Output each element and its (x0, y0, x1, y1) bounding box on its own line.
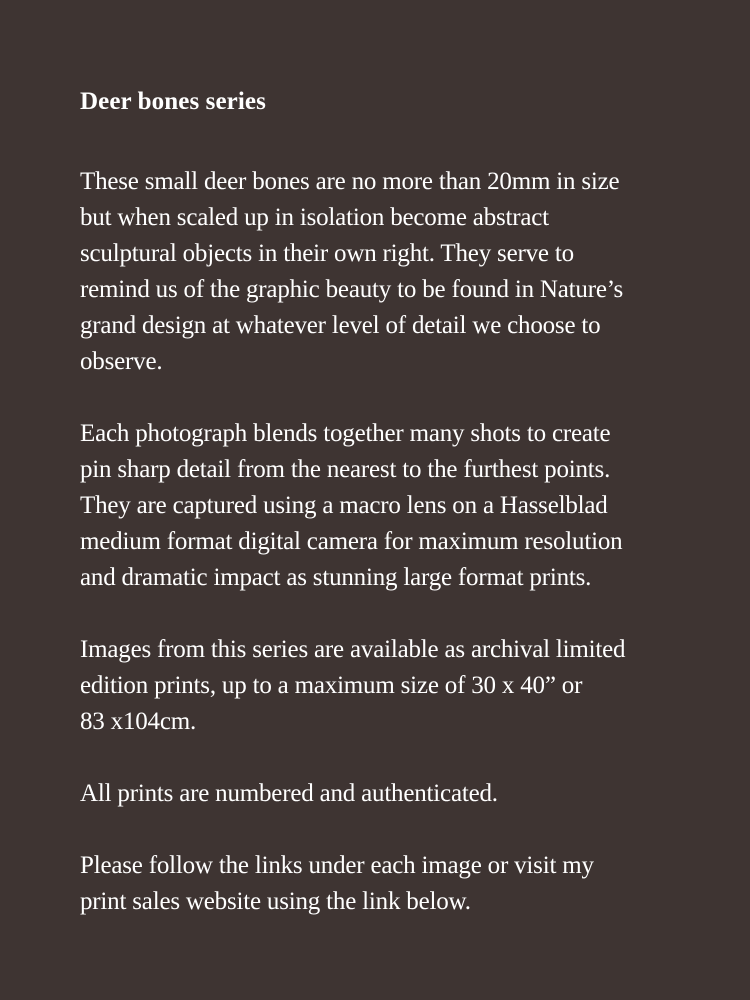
paragraph-line: sculptural objects in their own right. They serve to (80, 240, 574, 267)
paragraph-line: remind us of the graphic beauty to be found in Nature’s (80, 276, 624, 303)
paragraph-line: grand design at whatever level of detail we choose to (80, 312, 601, 339)
paragraph-authentication (80, 776, 680, 812)
paragraph-availability (80, 632, 680, 740)
paragraph-line: Each photograph blends together many shots to create (80, 420, 611, 447)
page-title: Deer bones series (80, 88, 266, 115)
paragraph-line: All prints are numbered and authenticated. (80, 780, 498, 807)
paragraph-line: medium format digital camera for maximum resolution (80, 528, 623, 555)
paragraph-line: pin sharp detail from the nearest to the furthest points. (80, 456, 611, 483)
paragraph-line: print sales website using the link below. (80, 888, 471, 915)
paragraph-line: observe. (80, 348, 163, 375)
paragraph-line: These small deer bones are no more than 20mm in size (80, 168, 620, 195)
paragraph-line: Please follow the links under each image or visit my (80, 852, 594, 879)
paragraph-links (80, 848, 680, 920)
paragraph-line: and dramatic impact as stunning large format prints. (80, 564, 592, 591)
paragraph-line: 83 x104cm. (80, 708, 197, 735)
paragraph-line: edition prints, up to a maximum size of 30 x 40” or (80, 672, 583, 699)
paragraph-line: They are captured using a macro lens on a Hasselblad (80, 492, 608, 519)
paragraph-line: Images from this series are available as archival limited (80, 636, 626, 663)
paragraph-technique (80, 416, 680, 596)
paragraph-intro (80, 164, 680, 380)
paragraph-line: but when scaled up in isolation become abstract (80, 204, 549, 231)
